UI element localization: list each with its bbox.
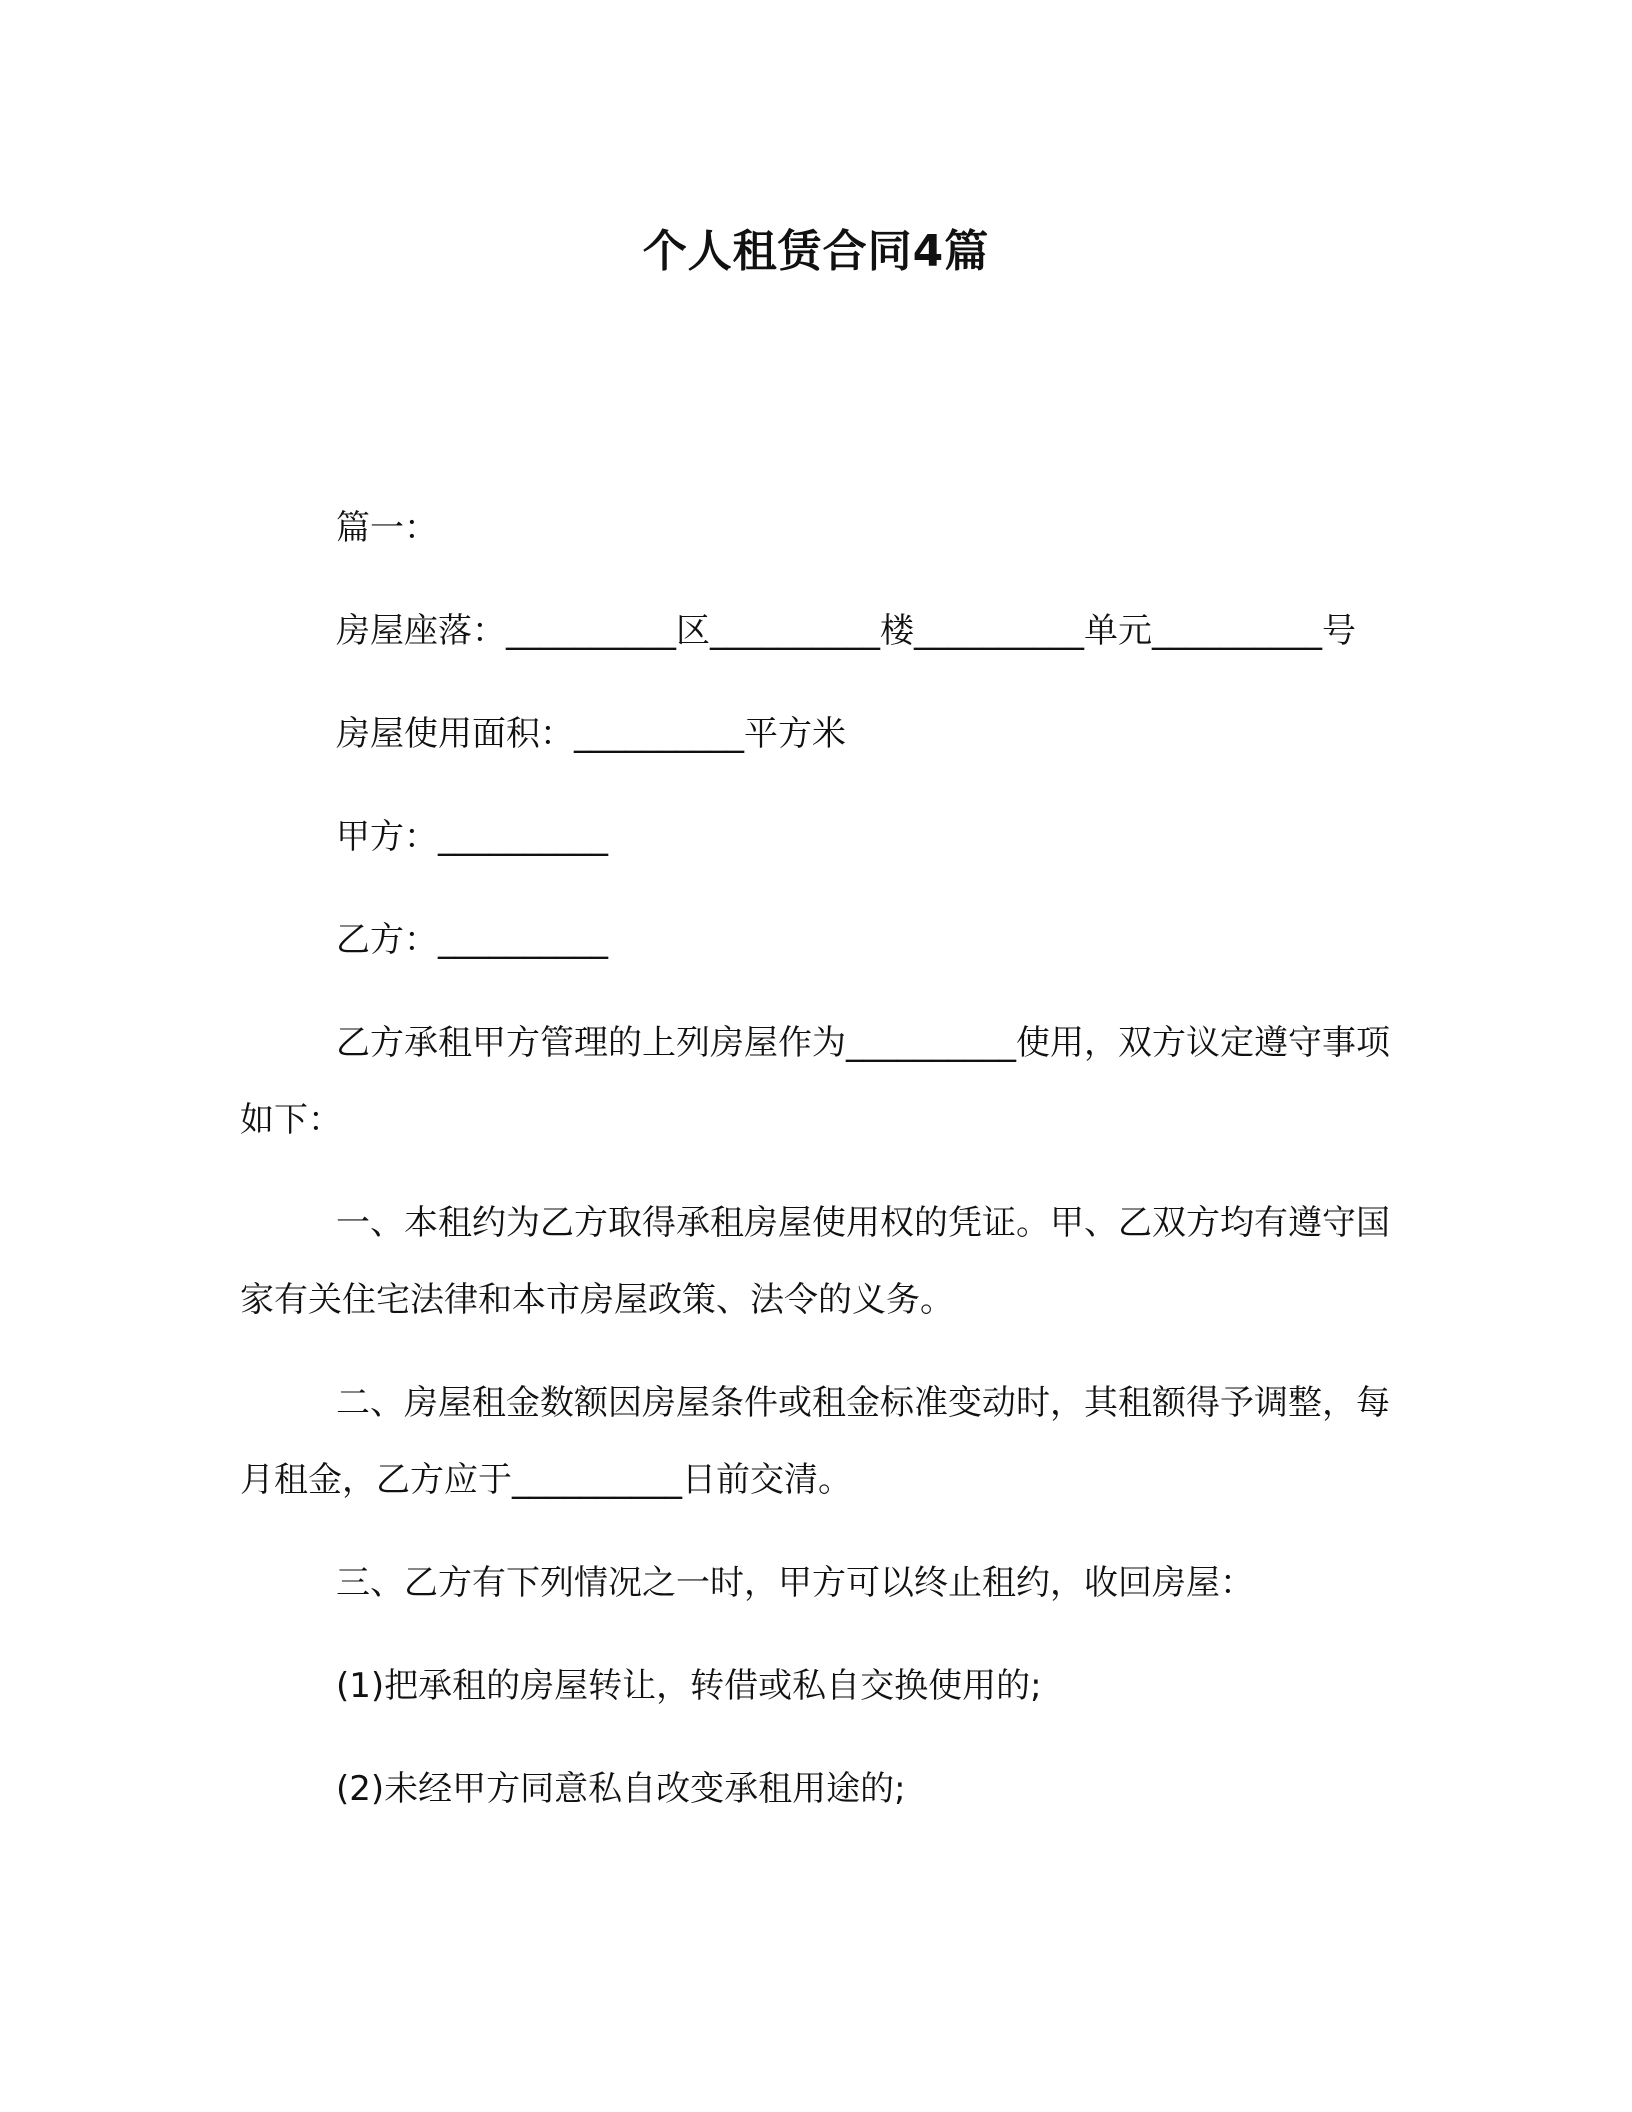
paragraph-item-1: (1)把承租的房屋转让，转借或私自交换使用的; <box>336 1666 1042 1706</box>
paragraph-clause-1: 一、本租约为乙方取得承租房屋使用权的凭证。甲、乙双方均有遵守国家有关住宅法律和本市房屋政策、法令的义务。 <box>240 1203 1390 1320</box>
document-body <box>240 490 1392 1854</box>
paragraph-party-b: 乙方：__________ <box>336 920 608 960</box>
paragraph-clause-3: 三、乙方有下列情况之一时，甲方可以终止租约，收回房屋： <box>336 1563 1254 1603</box>
paragraph-usable-area: 房屋使用面积：__________平方米 <box>336 714 846 754</box>
paragraph-clause-2: 二、房屋租金数额因房屋条件或租金标准变动时，其租额得予调整，每月租金，乙方应于__________日前交清。 <box>240 1383 1390 1500</box>
section-heading: 篇一： <box>336 508 438 548</box>
paragraph-house-location: 房屋座落：__________区__________楼__________单元__________号 <box>336 611 1356 651</box>
paragraph-usage: 乙方承租甲方管理的上列房屋作为__________使用，双方议定遵守事项如下： <box>240 1023 1390 1140</box>
document-title: 个人租赁合同4篇 <box>642 226 990 277</box>
paragraph-item-2: (2)未经甲方同意私自改变承租用途的; <box>336 1769 906 1809</box>
paragraph-party-a: 甲方：__________ <box>336 817 608 857</box>
